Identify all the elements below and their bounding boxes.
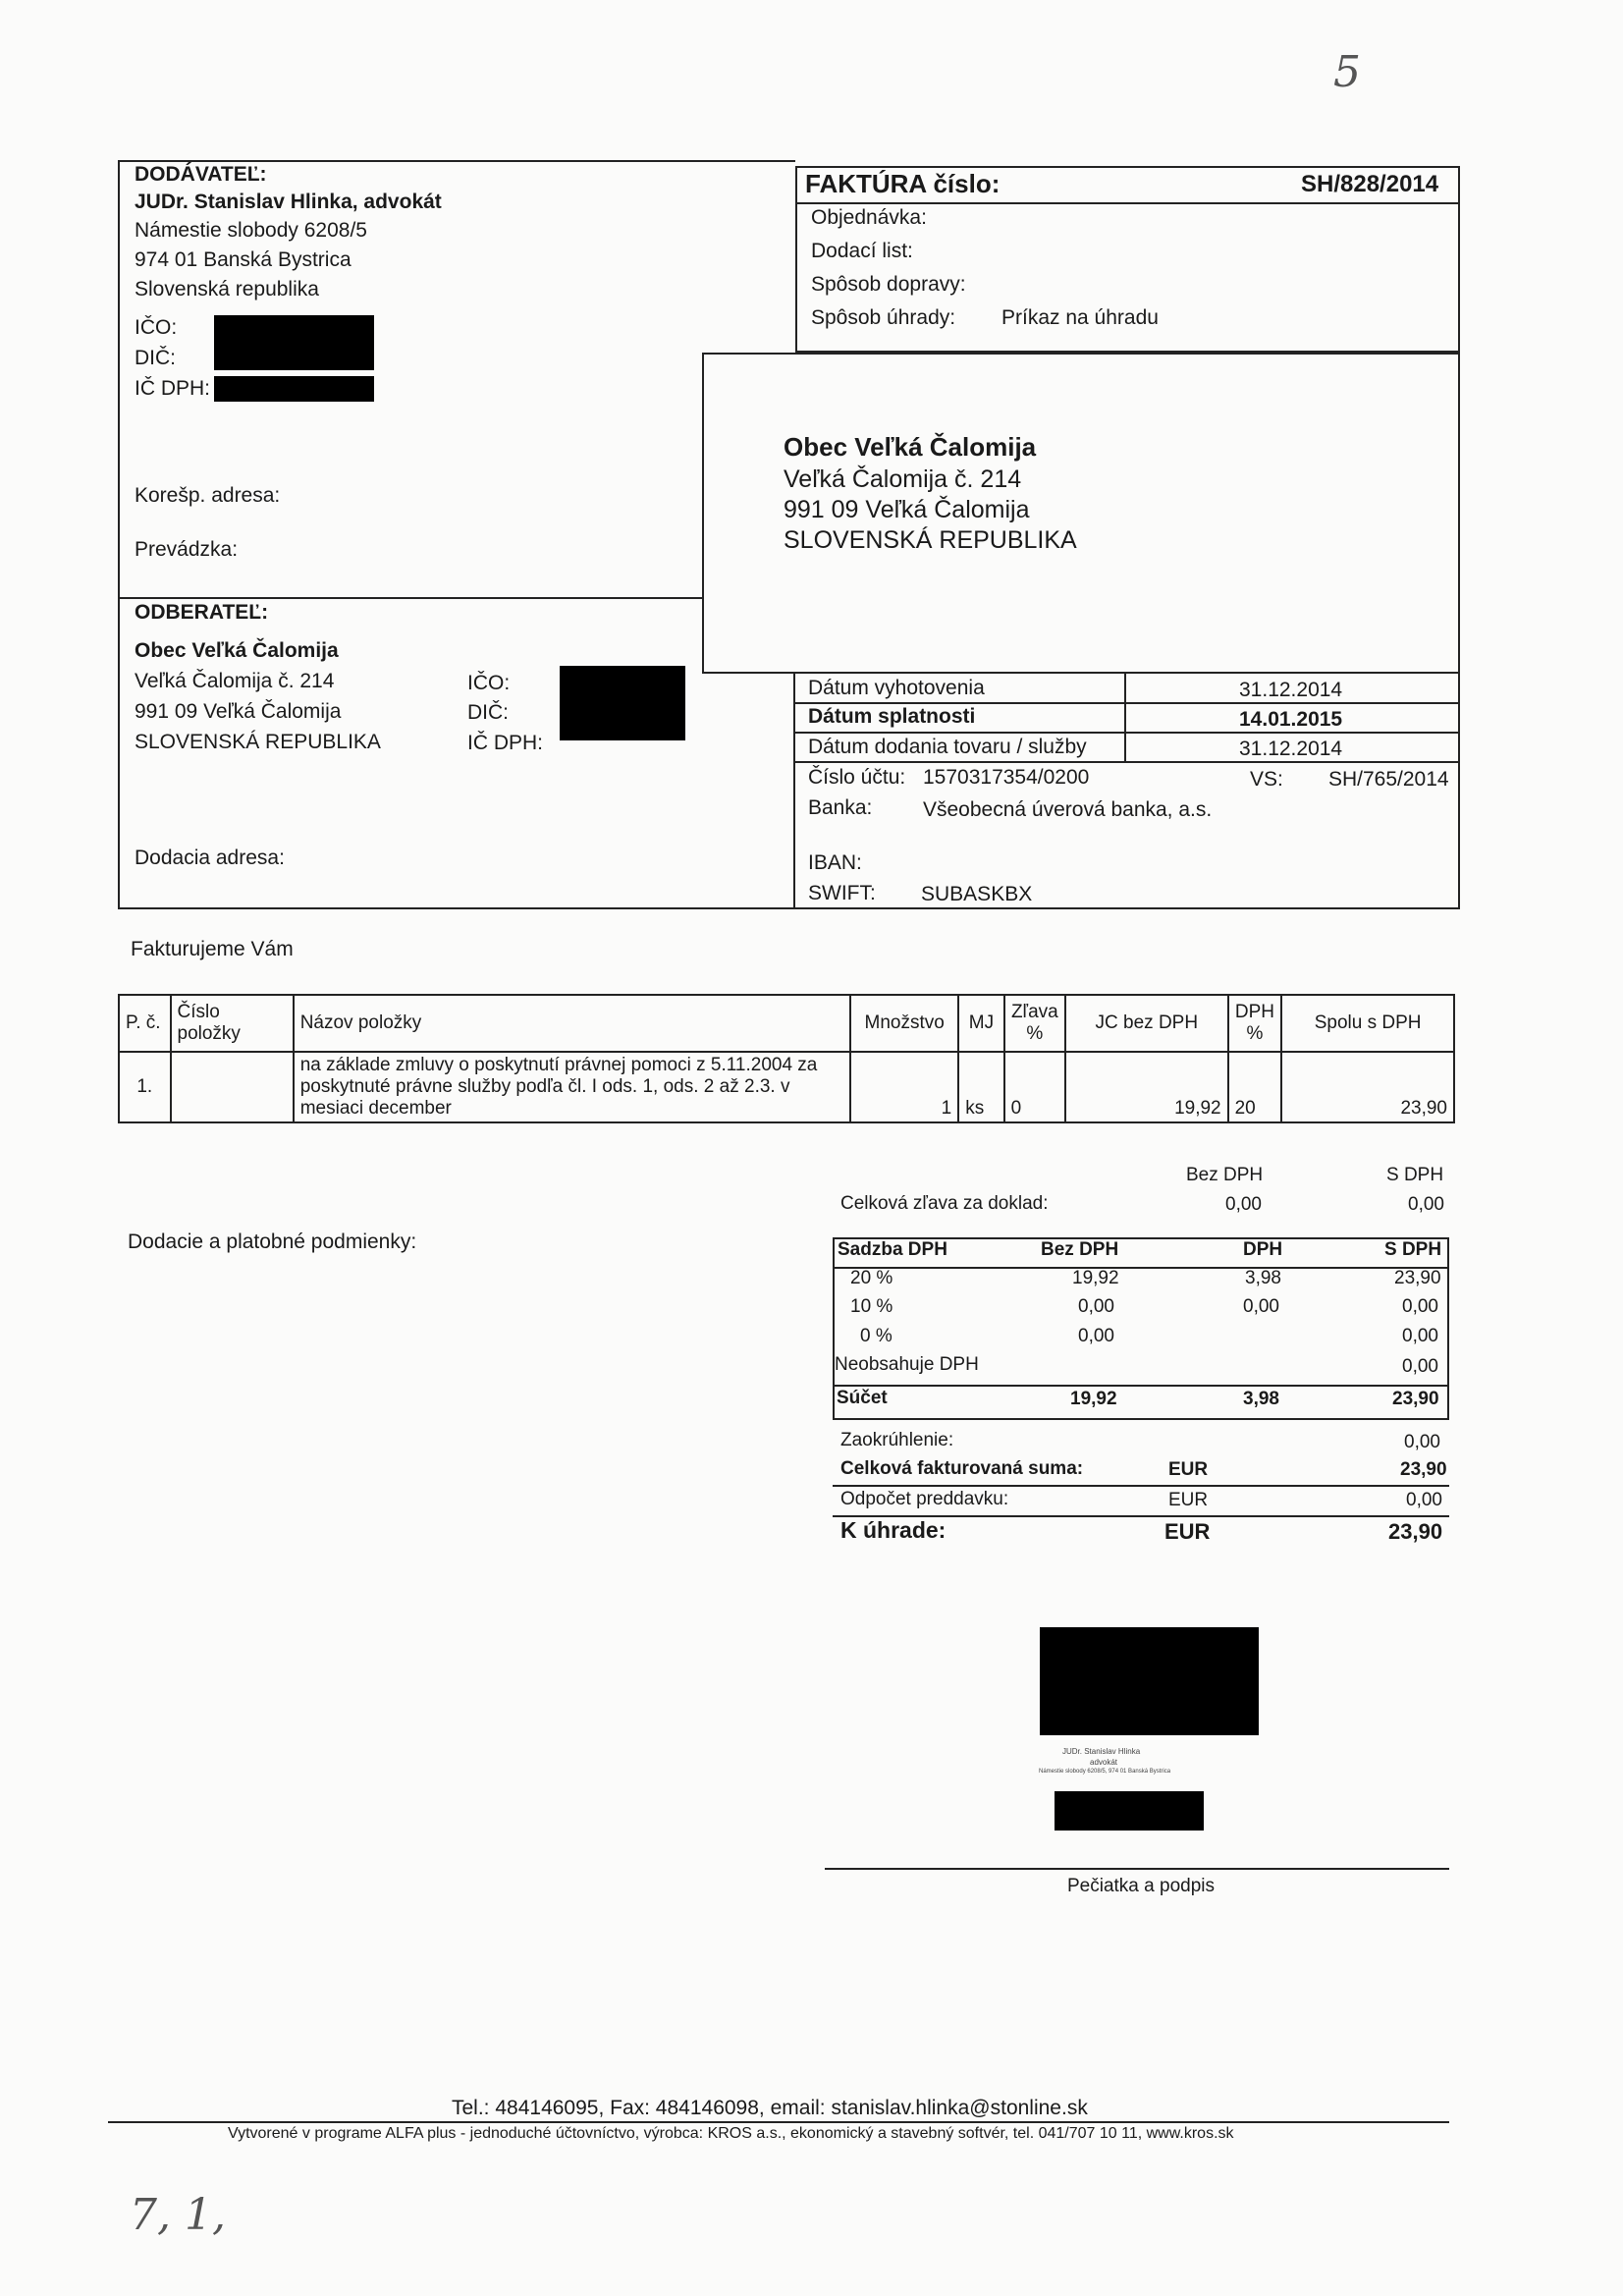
vat-row1-s: 23,90 bbox=[1394, 1268, 1441, 1288]
vat-row4-sadzba: Neobsahuje DPH bbox=[835, 1354, 979, 1375]
bank-account: 1570317354/0200 bbox=[923, 766, 1090, 789]
conditions-label: Dodacie a platobné podmienky: bbox=[128, 1230, 417, 1253]
customer-dic-label: DIČ: bbox=[467, 701, 509, 724]
advance-currency: EUR bbox=[1168, 1490, 1209, 1510]
date-dodanie-label: Dátum dodania tovaru / služby bbox=[808, 736, 1087, 758]
vat-row1-bez: 19,92 bbox=[1072, 1268, 1119, 1288]
vat-sum-bez: 19,92 bbox=[1070, 1389, 1117, 1409]
col-zlava: Zľava % bbox=[1004, 995, 1065, 1052]
col-pc: P. č. bbox=[119, 995, 171, 1052]
date-vyhotovenie-label: Dátum vyhotovenia bbox=[808, 677, 985, 699]
footer-line bbox=[108, 2121, 1449, 2123]
customer-heading: ODBERATEĽ: bbox=[135, 601, 269, 624]
supplier-dic-label: DIČ: bbox=[135, 347, 176, 369]
col-cislo: Číslo položky bbox=[171, 995, 294, 1052]
invoice-title: FAKTÚRA číslo: bbox=[805, 169, 1001, 198]
rounding-value: 0,00 bbox=[1404, 1432, 1440, 1452]
date-splatnost-label: Dátum splatnosti bbox=[808, 705, 976, 728]
date-row-1-line bbox=[793, 702, 1459, 704]
to-pay-value: 23,90 bbox=[1388, 1519, 1443, 1544]
vat-sum-dph: 3,98 bbox=[1243, 1389, 1279, 1409]
customer-line-2: 991 09 Veľká Čalomija bbox=[135, 700, 342, 723]
date-dodanie: 31.12.2014 bbox=[1239, 738, 1343, 760]
invoice-doprava-label: Spôsob dopravy: bbox=[811, 273, 966, 296]
row-zlava: 0 bbox=[1004, 1052, 1065, 1122]
vat-sum-s: 23,90 bbox=[1392, 1389, 1439, 1409]
vat-row1-sadzba: 20 % bbox=[850, 1268, 893, 1288]
vat-row4-s: 0,00 bbox=[1402, 1356, 1438, 1377]
vat-header-s: S DPH bbox=[1384, 1239, 1442, 1260]
customer-left-line bbox=[118, 597, 120, 909]
supplier-address-2: 974 01 Banská Bystrica bbox=[135, 248, 352, 271]
customer-delivery-label: Dodacia adresa: bbox=[135, 847, 285, 869]
items-table bbox=[118, 994, 1455, 1123]
invoice-objednavka-label: Objednávka: bbox=[811, 206, 927, 229]
customer-ico-label: IČO: bbox=[467, 672, 511, 694]
total-invoiced: 23,90 bbox=[1400, 1459, 1447, 1480]
recipient-name: Obec Veľká Čalomija bbox=[784, 432, 1037, 462]
row-spolu: 23,90 bbox=[1281, 1052, 1454, 1122]
bank-swift-label: SWIFT: bbox=[808, 882, 876, 904]
vat-row3-s: 0,00 bbox=[1402, 1326, 1438, 1346]
invoice-title-underline bbox=[795, 202, 1460, 204]
col-nazov: Názov položky bbox=[294, 995, 850, 1052]
bank-vs-label: VS: bbox=[1250, 768, 1283, 791]
col-spolu: Spolu s DPH bbox=[1281, 995, 1454, 1052]
bank-swift: SUBASKBX bbox=[921, 883, 1033, 905]
total-invoiced-currency: EUR bbox=[1168, 1459, 1209, 1480]
row-nazov: na základe zmluvy o poskytnutí právnej pomoci z 5.11.2004 za poskytnuté právne služby podľa čl. I ods. 1, ods. 2 až 2.3. v mesiaci december bbox=[294, 1052, 850, 1122]
redaction-supplier-ids bbox=[214, 315, 374, 370]
redaction-customer-ids bbox=[560, 666, 685, 740]
handwritten-page-number: 5 bbox=[1333, 47, 1361, 97]
supplier-heading: DODÁVATEĽ: bbox=[135, 163, 267, 186]
totals-line-1 bbox=[833, 1485, 1449, 1487]
invoice-dodaci-label: Dodací list: bbox=[811, 240, 913, 262]
vat-sum-label: Súčet bbox=[837, 1388, 888, 1408]
recipient-line-3: SLOVENSKÁ REPUBLIKA bbox=[784, 526, 1077, 554]
date-row-2-line bbox=[793, 732, 1459, 734]
bank-iban-label: IBAN: bbox=[808, 851, 862, 874]
total-invoiced-label: Celková fakturovaná suma: bbox=[840, 1458, 1084, 1479]
supplier-koresp-label: Korešp. adresa: bbox=[135, 484, 281, 507]
row-cislo bbox=[171, 1052, 294, 1122]
rounding-label: Zaokrúhlenie: bbox=[840, 1430, 954, 1450]
redaction-signature bbox=[1040, 1627, 1259, 1735]
bank-name: Všeobecná úverová banka, a.s. bbox=[923, 798, 1213, 821]
col-mnozstvo: Množstvo bbox=[850, 995, 958, 1052]
date-splatnost: 14.01.2015 bbox=[1239, 708, 1343, 731]
advance-label: Odpočet preddavku: bbox=[840, 1489, 1009, 1509]
discount-s-header: S DPH bbox=[1386, 1165, 1444, 1185]
row-mj: ks bbox=[958, 1052, 1003, 1122]
vat-header-bez: Bez DPH bbox=[1041, 1239, 1119, 1260]
stamp-line-2: advokát bbox=[1090, 1758, 1118, 1767]
signature-label: Pečiatka a podpis bbox=[1067, 1876, 1215, 1896]
discount-bez-header: Bez DPH bbox=[1186, 1165, 1264, 1185]
row-mnozstvo: 1 bbox=[850, 1052, 958, 1122]
col-jc: JC bez DPH bbox=[1065, 995, 1228, 1052]
supplier-address-1: Námestie slobody 6208/5 bbox=[135, 219, 367, 242]
supplier-left-line bbox=[118, 160, 120, 599]
vat-sum-line bbox=[833, 1385, 1449, 1387]
vat-row2-s: 0,00 bbox=[1402, 1296, 1438, 1317]
vat-header-sadzba: Sadzba DPH bbox=[838, 1239, 947, 1260]
bank-vs: SH/765/2014 bbox=[1328, 768, 1449, 791]
table-row bbox=[119, 1052, 1454, 1122]
customer-bottom-line bbox=[118, 907, 1460, 909]
stamp-line-1: JUDr. Stanislav Hlinka bbox=[1062, 1747, 1141, 1756]
supplier-icdph-label: IČ DPH: bbox=[135, 377, 211, 400]
customer-line-1: Veľká Čalomija č. 214 bbox=[135, 670, 335, 692]
vat-row2-bez: 0,00 bbox=[1078, 1296, 1114, 1317]
bank-name-label: Banka: bbox=[808, 796, 873, 819]
vat-row3-bez: 0,00 bbox=[1078, 1326, 1114, 1346]
handwritten-note: 7, 1, bbox=[130, 2190, 226, 2240]
supplier-ico-label: IČO: bbox=[135, 316, 178, 339]
date-vyhotovenie: 31.12.2014 bbox=[1239, 679, 1343, 701]
bank-account-label: Číslo účtu: bbox=[808, 766, 906, 789]
vat-header-dph: DPH bbox=[1243, 1239, 1283, 1260]
vat-row2-dph: 0,00 bbox=[1243, 1296, 1279, 1317]
vat-header-line bbox=[833, 1267, 1449, 1269]
footer-software: Vytvorené v programe ALFA plus - jednoduché účtovníctvo, výrobca: KROS a.s., ekonomický a stavebný softvér, tel. 041/707 10 11, www.kros.sk bbox=[228, 2125, 1234, 2142]
to-pay-label: K úhrade: bbox=[840, 1517, 947, 1543]
items-header-row bbox=[119, 995, 1454, 1052]
stamp-line-3: Námestie slobody 6208/5, 974 01 Banská Bystrica bbox=[1039, 1769, 1171, 1775]
bank-left-line bbox=[793, 674, 795, 909]
redaction-supplier-icdph bbox=[214, 376, 374, 402]
vat-row1-dph: 3,98 bbox=[1245, 1268, 1281, 1288]
supplier-prevadzka-label: Prevádzka: bbox=[135, 538, 239, 561]
row-pc: 1. bbox=[119, 1052, 171, 1122]
redaction-stamp bbox=[1055, 1791, 1204, 1831]
discount-label: Celková zľava za doklad: bbox=[840, 1193, 1049, 1214]
invoice-uhrada-value: Príkaz na úhradu bbox=[1001, 306, 1159, 329]
discount-bez: 0,00 bbox=[1225, 1194, 1262, 1215]
recipient-line-1: Veľká Čalomija č. 214 bbox=[784, 465, 1022, 493]
vat-table-box bbox=[833, 1237, 1449, 1420]
customer-icdph-label: IČ DPH: bbox=[467, 732, 544, 754]
vat-row3-sadzba: 0 % bbox=[860, 1326, 893, 1346]
footer-contact: Tel.: 484146095, Fax: 484146098, email: stanislav.hlinka@stonline.sk bbox=[452, 2097, 1088, 2119]
advance-value: 0,00 bbox=[1406, 1490, 1442, 1510]
customer-top-line bbox=[118, 597, 702, 599]
col-mj: MJ bbox=[958, 995, 1003, 1052]
customer-line-3: SLOVENSKÁ REPUBLIKA bbox=[135, 731, 381, 753]
to-pay-currency: EUR bbox=[1164, 1519, 1211, 1544]
supplier-name: JUDr. Stanislav Hlinka, advokát bbox=[135, 191, 442, 213]
date-row-3-line bbox=[793, 761, 1459, 763]
col-dph: DPH % bbox=[1228, 995, 1282, 1052]
supplier-address-3: Slovenská republika bbox=[135, 278, 319, 301]
date-divider bbox=[1124, 674, 1126, 761]
row-dph: 20 bbox=[1228, 1052, 1282, 1122]
intro-text: Fakturujeme Vám bbox=[131, 938, 294, 960]
discount-s: 0,00 bbox=[1408, 1194, 1444, 1215]
row-jc: 19,92 bbox=[1065, 1052, 1228, 1122]
recipient-line-2: 991 09 Veľká Čalomija bbox=[784, 496, 1030, 523]
invoice-uhrada-label: Spôsob úhrady: bbox=[811, 306, 956, 329]
bank-right-line bbox=[1458, 674, 1460, 909]
customer-name: Obec Veľká Čalomija bbox=[135, 639, 339, 662]
signature-line bbox=[825, 1868, 1449, 1870]
vat-row2-sadzba: 10 % bbox=[850, 1296, 893, 1317]
supplier-top-line bbox=[118, 160, 795, 162]
invoice-number: SH/828/2014 bbox=[1301, 171, 1439, 197]
